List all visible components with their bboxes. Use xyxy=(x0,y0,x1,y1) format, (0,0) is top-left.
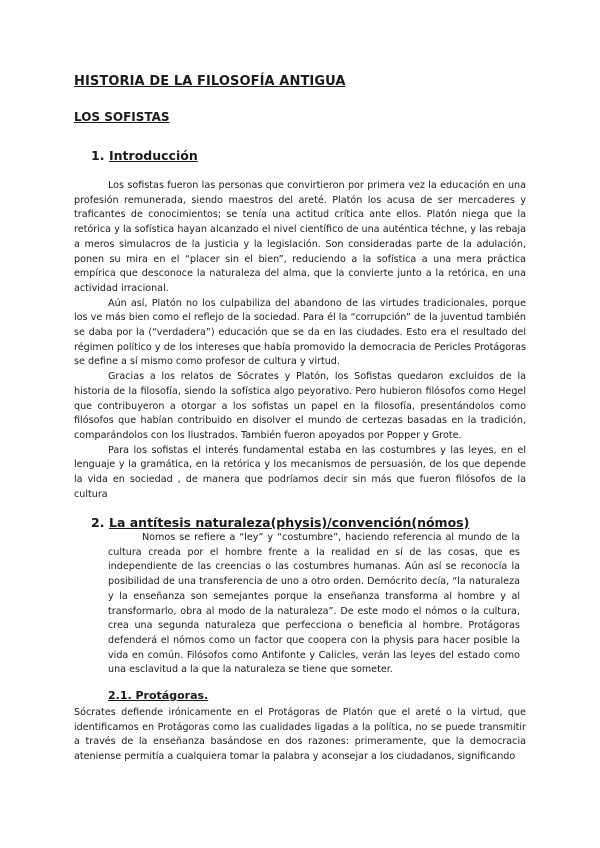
section-1-body xyxy=(74,179,526,502)
section-1-title: Introducción xyxy=(109,148,198,163)
section-2-1-heading: 2.1. Protágoras. xyxy=(108,689,209,702)
section-2-1-body xyxy=(74,706,526,765)
paragraph xyxy=(74,297,526,371)
paragraph xyxy=(74,179,526,297)
document-subtitle: LOS SOFISTAS xyxy=(74,110,170,124)
paragraph xyxy=(74,706,526,765)
paragraph-text: Aún así, Platón no los culpabiliza del abandono de las virtudes tradicionales, porque los ve más bien como el reflejo de la sociedad. Para él la “corrupción” de la juventud también se daba por la (“verdadera”) educación que se da en las ciudades. Esto era el resultado del régimen político y de los intereses que había promovido la democracia de Pericles Protágoras se define a sí mismo como profesor de cultura y virtud. xyxy=(74,297,526,368)
paragraph xyxy=(74,444,526,503)
section-1-heading xyxy=(91,148,198,163)
paragraph-text: Los sofistas fueron las personas que convirtieron por primera vez la educación en una profesión remunerada, siendo maestros del areté. Platón los acusa de ser mercaderes y traficantes de conocimientos; se tenía una actitud crítica ante ellos. Platón niega que la retórica y la sofística hayan alcanzado el nivel científico de una auténtica téchne, y las rebaja a meros simulacros de la justicia y la legislación. Son consideradas parte de la adulación, ponen su mira en el “placer sin el bien”, reduciendo a la sofística a una mera práctica empírica que desconoce la naturaleza del alma, que la convierte junto a la retórica, en una actividad irracional. xyxy=(74,180,526,294)
section-2-number: 2. xyxy=(91,515,105,530)
document-title: HISTORIA DE LA FILOSOFÍA ANTIGUA xyxy=(74,74,346,89)
section-2-body xyxy=(108,531,520,678)
paragraph-text: Sócrates defiende irónicamente en el Protágoras de Platón que el areté o la virtud, que identificamos en Protágoras como las cualidades ligadas a la política, no se puede transmitir a través de la enseñanza basándose en dos razones: primeramente, que la democracia ateniense permitía a cualquiera tomar la palabra y aconsejar a los ciudadanos, significando xyxy=(74,707,526,763)
section-2-heading xyxy=(91,515,469,530)
paragraph xyxy=(74,370,526,444)
paragraph-text: Gracias a los relatos de Sócrates y Platón, los Sofistas quedaron excluidos de la historia de la filosofía, siendo la sofística algo peyorativo. Pero hubieron filósofos como Hegel que contribuyeron a otorgar a los sofistas un papel en la filosofía, presentándolos como filósofos que habían contribuido en disolver el mundo de certezas basadas en la tradición, comparándolos con los Ilustrados. También fueron apoyados por Popper y Grote. xyxy=(74,371,526,441)
paragraph xyxy=(108,531,520,678)
paragraph-text: Para los sofistas el interés fundamental estaba en las costumbres y las leyes, en el lenguaje y la gramática, en la retórica y los mecanismos de persuasión, de los que depende la vida en sociedad , de manera que podríamos decir sin más que fueron filósofos de la cultura xyxy=(74,444,526,500)
section-1-number: 1. xyxy=(91,148,105,163)
paragraph-text: Nomos se refiere a “ley” y “costumbre”, haciendo referencia al mundo de la cultura creada por el hombre frente a la realidad en sí de las cosas, que es independiente de las creencias o las costumbres humanas. Aún así se reconocía la posibilidad de una transferencia de uno a otro orden. Demócrito decía, “la naturaleza y la enseñanza son semejantes porque la enseñanza transforma al hombre y al transformarlo, obra al modo de la naturaleza”. De este modo el nómos o la cultura, crea una segunda naturaleza que perfecciona o beneficia al hombre. Protágoras defenderá el nómos como un factor que coopera con la physis para hacer posible la vida en común. Filósofos como Antifonte y Calicles, verán las leyes del estado como una esclavitud a la que la naturaleza se tiene que someter. xyxy=(108,532,520,676)
section-2-title: La antítesis naturaleza(physis)/convención(nómos) xyxy=(109,515,470,530)
